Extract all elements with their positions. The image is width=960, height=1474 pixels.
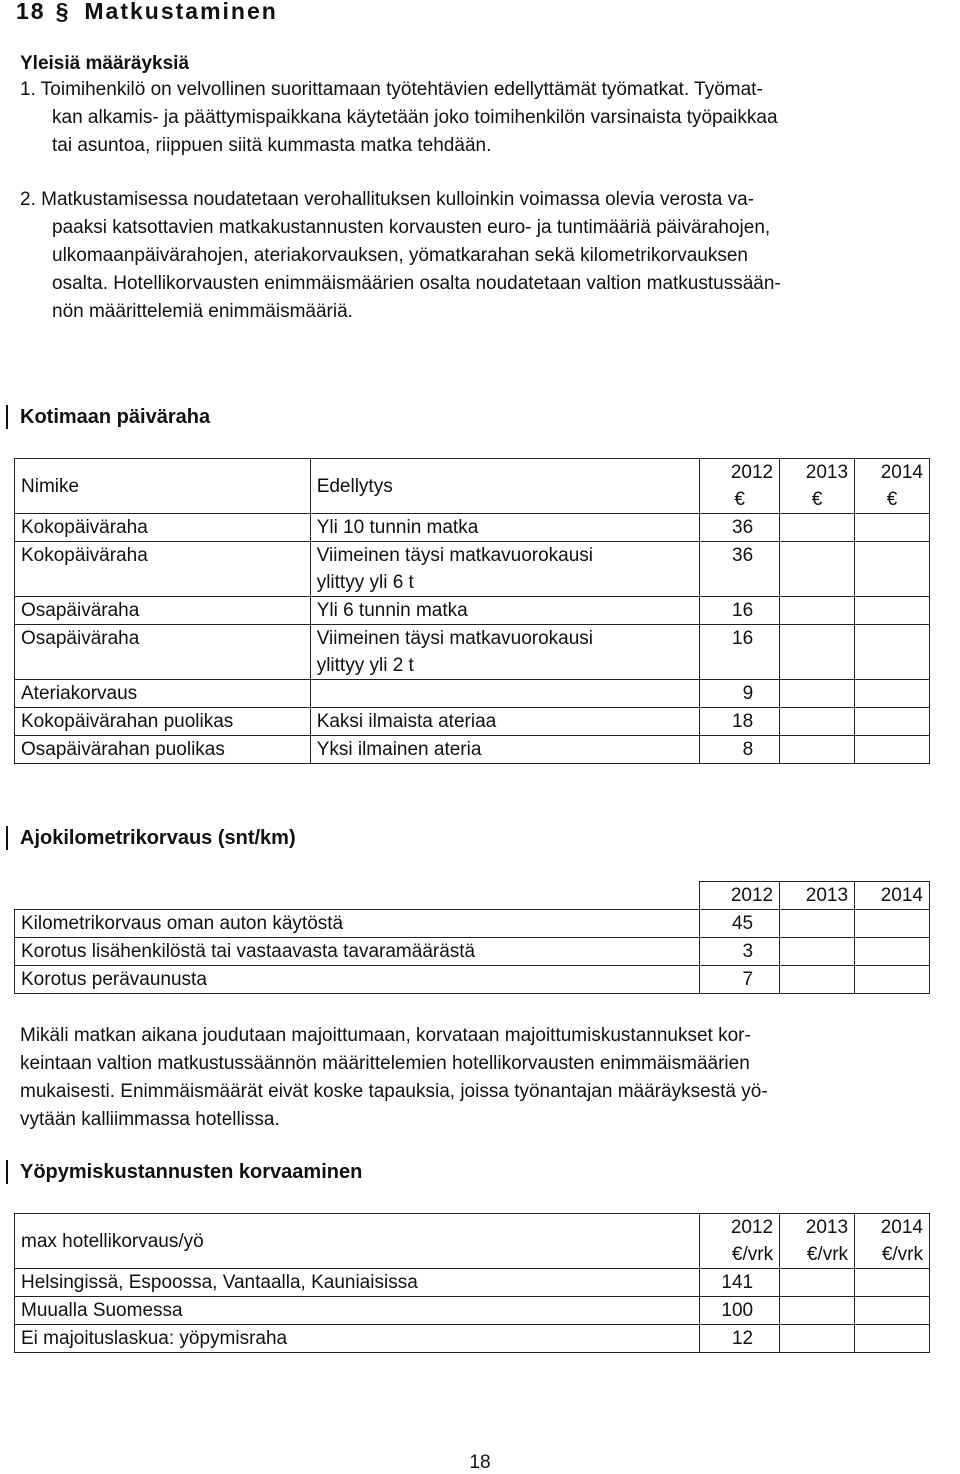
- row-value-2014: [855, 708, 930, 736]
- table-row: [15, 736, 930, 764]
- row-value-2012: 16: [700, 597, 780, 625]
- unit-label: €: [734, 489, 745, 510]
- row-condition: Yksi ilmainen ateria: [310, 736, 700, 764]
- row-value-2014: [855, 966, 930, 994]
- col-year-header: [700, 459, 780, 514]
- row-value-2013: [780, 1269, 855, 1297]
- table-header-row: [15, 882, 930, 910]
- row-value-2013: [780, 542, 855, 597]
- row-value-2013: [780, 597, 855, 625]
- accommodation-note: [20, 1022, 768, 1134]
- row-label: Ei majoituslaskua: yöpymisraha: [15, 1325, 700, 1353]
- row-value-2012: 36: [700, 514, 780, 542]
- lodging-table: [14, 1213, 930, 1353]
- table-header-row: [15, 1214, 930, 1269]
- row-condition: [310, 542, 700, 597]
- condition-line: Viimeinen täysi matkavuorokausi: [316, 545, 594, 566]
- daily-allowance-table: [14, 458, 930, 764]
- condition-line: ylittyy yli 2 t: [316, 655, 414, 676]
- row-value-2014: [855, 625, 930, 680]
- row-title: Kokopäiväraha: [15, 514, 311, 542]
- page-number: 18: [469, 1452, 491, 1473]
- condition-line: Viimeinen täysi matkavuorokausi: [316, 628, 594, 649]
- table-row: [15, 966, 930, 994]
- row-value-2013: [780, 680, 855, 708]
- row-value-2014: [855, 1297, 930, 1325]
- row-title: Kokopäivärahan puolikas: [15, 708, 311, 736]
- year-label: 2013: [805, 1217, 849, 1238]
- row-value-2012: 12: [700, 1325, 780, 1353]
- unit-label: €/vrk: [731, 1244, 774, 1265]
- provision-2-line: osalta. Hotellikorvausten enimmäismäärien osalta noudatetaan valtion matkustussään-: [52, 273, 781, 294]
- col-year-header: 2014: [855, 882, 930, 910]
- row-label: Helsingissä, Espoossa, Vantaalla, Kauniaisissa: [15, 1269, 700, 1297]
- table-row: [15, 938, 930, 966]
- year-label: 2012: [730, 1217, 774, 1238]
- col-year-header: 2012: [700, 882, 780, 910]
- note-line: keintaan valtion matkustussäännön määrittelemien hotellikorvausten enimmäismäärien: [20, 1053, 750, 1074]
- section-sign: §: [55, 0, 71, 24]
- row-value-2013: [780, 625, 855, 680]
- header-spacer: [15, 882, 700, 910]
- table-row: [15, 708, 930, 736]
- note-line: vytään kalliimmassa hotellissa.: [20, 1109, 280, 1130]
- general-provisions-title: Yleisiä määräyksiä: [20, 53, 190, 74]
- unit-label: €/vrk: [881, 1244, 923, 1265]
- row-value-2014: [855, 1269, 930, 1297]
- row-value-2012: 8: [700, 736, 780, 764]
- row-value-2014: [855, 938, 930, 966]
- row-value-2013: [780, 736, 855, 764]
- row-value-2012: 141: [700, 1269, 780, 1297]
- table-row: [15, 1269, 930, 1297]
- year-label: 2014: [880, 462, 923, 483]
- section-heading: [16, 0, 278, 25]
- provision-1-line: 1. Toimihenkilö on velvollinen suorittamaan työtehtävien edellyttämät työmatkat. Työmat-: [20, 79, 763, 100]
- row-value-2012: 36: [700, 542, 780, 597]
- table-row: [15, 910, 930, 938]
- row-label: Korotus lisähenkilöstä tai vastaavasta tavaramäärästä: [15, 938, 700, 966]
- row-value-2013: [780, 910, 855, 938]
- unit-label: €/vrk: [806, 1244, 849, 1265]
- condition-line: ylittyy yli 6 t: [316, 572, 414, 593]
- table-row: [15, 542, 930, 597]
- unit-label: €: [811, 489, 823, 510]
- row-label: Muualla Suomessa: [15, 1297, 700, 1325]
- row-value-2014: [855, 736, 930, 764]
- provision-2-line: 2. Matkustamisessa noudatetaan verohallituksen kulloinkin voimassa olevia verosta va-: [20, 189, 754, 210]
- table-row: [15, 597, 930, 625]
- note-line: Mikäli matkan aikana joudutaan majoittumaan, korvataan majoittumiskustannukset kor-: [20, 1025, 751, 1046]
- row-value-2012: 7: [700, 966, 780, 994]
- table-row: [15, 514, 930, 542]
- provision-item-2: [20, 186, 781, 326]
- col-condition-header: Edellytys: [310, 459, 700, 514]
- section-number: 18: [16, 0, 46, 24]
- year-label: 2014: [880, 1217, 923, 1238]
- col-year-header: [855, 459, 930, 514]
- row-value-2014: [855, 542, 930, 597]
- row-value-2013: [780, 1297, 855, 1325]
- row-value-2012: 16: [700, 625, 780, 680]
- col-title-header: max hotellikorvaus/yö: [15, 1214, 700, 1269]
- row-value-2012: 3: [700, 938, 780, 966]
- daily-allowance-title: Kotimaan päiväraha: [6, 405, 210, 429]
- row-condition: Yli 10 tunnin matka: [310, 514, 700, 542]
- table-row: [15, 625, 930, 680]
- provision-item-1: [20, 76, 778, 160]
- section-title: Matkustaminen: [84, 0, 278, 24]
- provision-2-line: paaksi katsottavien matkakustannusten korvausten euro- ja tuntimääriä päivärahojen,: [52, 217, 771, 238]
- row-value-2014: [855, 514, 930, 542]
- row-title: Osapäiväraha: [15, 625, 311, 680]
- row-title: Ateriakorvaus: [15, 680, 311, 708]
- row-value-2013: [780, 938, 855, 966]
- row-title: Osapäiväraha: [15, 597, 311, 625]
- row-condition: [310, 625, 700, 680]
- note-line: mukaisesti. Enimmäismäärät eivät koske tapauksia, joissa työnantajan määräyksestä yö-: [20, 1081, 768, 1102]
- row-value-2012: 45: [700, 910, 780, 938]
- row-value-2013: [780, 514, 855, 542]
- row-value-2013: [780, 966, 855, 994]
- row-label: Korotus perävaunusta: [15, 966, 700, 994]
- row-value-2014: [855, 1325, 930, 1353]
- mileage-table: [14, 881, 930, 994]
- year-label: 2013: [805, 462, 849, 483]
- col-year-header: [780, 1214, 855, 1269]
- col-title-header: Nimike: [15, 459, 311, 514]
- provision-2-line: ulkomaanpäivärahojen, ateriakorvauksen, yömatkarahan sekä kilometrikorvauksen: [52, 245, 748, 266]
- row-value-2014: [855, 910, 930, 938]
- table-row: [15, 680, 930, 708]
- row-title: Kokopäiväraha: [15, 542, 311, 597]
- row-value-2013: [780, 708, 855, 736]
- row-condition: Yli 6 tunnin matka: [310, 597, 700, 625]
- col-year-header: [700, 1214, 780, 1269]
- unit-label: €: [886, 489, 898, 510]
- row-label: Kilometrikorvaus oman auton käytöstä: [15, 910, 700, 938]
- row-condition: [310, 680, 700, 708]
- row-value-2014: [855, 597, 930, 625]
- col-year-header: [855, 1214, 930, 1269]
- row-value-2012: 18: [700, 708, 780, 736]
- table-row: [15, 1325, 930, 1353]
- col-year-header: 2013: [780, 882, 855, 910]
- row-value-2013: [780, 1325, 855, 1353]
- row-condition: Kaksi ilmaista ateriaa: [310, 708, 700, 736]
- row-value-2012: 100: [700, 1297, 780, 1325]
- row-value-2012: 9: [700, 680, 780, 708]
- provision-1-line: tai asuntoa, riippuen siitä kummasta matka tehdään.: [52, 135, 492, 156]
- table-header-row: [15, 459, 930, 514]
- row-title: Osapäivärahan puolikas: [15, 736, 311, 764]
- col-year-header: [780, 459, 855, 514]
- row-value-2014: [855, 680, 930, 708]
- table-row: [15, 1297, 930, 1325]
- provision-2-line: nön määrittelemiä enimmäismääriä.: [52, 301, 353, 322]
- lodging-title: Yöpymiskustannusten korvaaminen: [6, 1160, 362, 1184]
- year-label: 2012: [730, 462, 774, 483]
- provision-1-line: kan alkamis- ja päättymispaikkana käytetään joko toimihenkilön varsinaista työpaikkaa: [52, 107, 778, 128]
- mileage-title: Ajokilometrikorvaus (snt/km): [6, 826, 296, 850]
